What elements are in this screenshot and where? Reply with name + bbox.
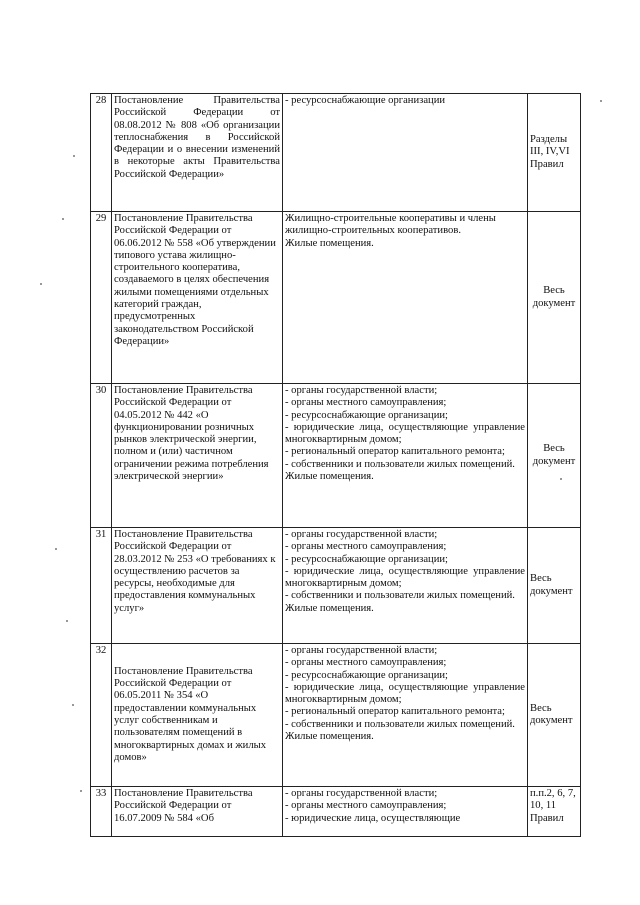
subject-line: - органы государственной власти; <box>285 788 438 799</box>
subjects-cell <box>283 212 528 384</box>
subject-line: - органы государственной власти; <box>285 385 438 396</box>
subjects-cell <box>283 528 528 644</box>
subject-line: Жилые помещения. <box>285 237 374 249</box>
scope-cell: Разделы III, IV,VI Правил <box>528 94 581 212</box>
subject-line: Жилищно-строительные кооперативы и члены жилищно-строительных кооперативов. <box>285 213 496 237</box>
subject-line: - региональный оператор капитального ремонта; <box>285 446 505 458</box>
subjects-cell <box>283 94 528 212</box>
subject-line: Жилые помещения. <box>285 731 374 743</box>
scope-cell: Весь документ <box>528 384 581 528</box>
scan-speck <box>72 704 74 706</box>
subject-line: - юридические лица, осуществляющие управление многоквартирным домом; <box>285 565 525 590</box>
subject-line: Жилые помещения. <box>285 602 374 614</box>
subject-line: - региональный оператор капитального ремонта; <box>285 706 505 718</box>
row-number: 30 <box>91 384 112 528</box>
act-title: Постановление Правительства Российской Федерации от 06.05.2011 № 354 «О предоставлении коммунальных услуг собственникам и пользователям помещений в многоквартирных домах и жилых домов» <box>112 644 283 787</box>
subject-line: - органы местного самоуправления; <box>285 541 447 553</box>
row-number: 29 <box>91 212 112 384</box>
act-title: Постановление Правительства Российской Федерации от 16.07.2009 № 584 «Об <box>112 787 283 837</box>
subject-line: - органы государственной власти; <box>285 645 438 656</box>
row-number: 31 <box>91 528 112 644</box>
subject-line: - органы местного самоуправления; <box>285 800 447 812</box>
subject-line: Жилые помещения. <box>285 471 374 483</box>
table-row <box>91 787 581 837</box>
act-title: Постановление Правительства Российской Федерации от 28.03.2012 № 253 «О требованиях к осуществлению расчетов за ресурсы, необходимые для предоставления коммунальных услуг» <box>112 528 283 644</box>
subject-line: - органы местного самоуправления; <box>285 657 447 669</box>
scope-cell: Весь документ <box>528 212 581 384</box>
table-row <box>91 528 581 644</box>
subject-line: - юридические лица, осуществляющие управление многоквартирным домом; <box>285 681 525 706</box>
act-title: Постановление Правительства Российской Федерации от 06.06.2012 № 558 «Об утверждении типового устава жилищно-строительного кооператива, создаваемого в целях обеспечения жилыми помещениями отдельных категорий граждан, предусмотренных законодательством Российской Федерации» <box>112 212 283 384</box>
scan-speck <box>62 218 64 220</box>
scan-speck <box>73 155 75 157</box>
subjects-cell <box>283 644 528 787</box>
scope-cell: Весь документ <box>528 644 581 787</box>
subject-line: - юридические лица, осуществляющие <box>285 812 461 824</box>
scan-speck <box>55 548 57 550</box>
subjects-cell <box>283 384 528 528</box>
scan-speck <box>66 620 68 622</box>
subject-line: - юридические лица, осуществляющие управление многоквартирным домом; <box>285 421 525 446</box>
table-row <box>91 94 581 212</box>
scan-speck <box>600 100 602 102</box>
subject-line: - собственники и пользователи жилых помещений. <box>285 718 515 730</box>
subject-line: - ресурсоснабжающие организации; <box>285 553 448 565</box>
subject-line: - органы государственной власти; <box>285 529 438 540</box>
subjects-cell <box>283 787 528 837</box>
scope-cell: п.п.2, 6, 7, 10, 11 Правил <box>528 787 581 837</box>
acts-table <box>90 93 581 837</box>
subject-line: - ресурсоснабжающие организации; <box>285 669 448 681</box>
table-row <box>91 644 581 787</box>
act-title: Постановление Правительства Российской Федерации от 04.05.2012 № 442 «О функционировании розничных рынков электрической энергии, полном и (или) частичном ограничении режима потребления электрической энергии» <box>112 384 283 528</box>
scan-speck <box>560 478 562 480</box>
scope-cell: Весь документ <box>528 528 581 644</box>
subject-line: - ресурсоснабжающие организации <box>285 95 446 106</box>
row-number: 32 <box>91 644 112 787</box>
subject-line: - органы местного самоуправления; <box>285 397 447 409</box>
subject-line: - ресурсоснабжающие организации; <box>285 409 448 421</box>
scan-speck <box>80 790 82 792</box>
subject-line: - собственники и пользователи жилых помещений. <box>285 458 515 470</box>
row-number: 28 <box>91 94 112 212</box>
row-number: 33 <box>91 787 112 837</box>
table-row <box>91 212 581 384</box>
scan-speck <box>40 283 42 285</box>
subject-line: - собственники и пользователи жилых помещений. <box>285 590 515 602</box>
table-row <box>91 384 581 528</box>
act-title: Постановление Правительства Российской Федерации от 08.08.2012 № 808 «Об организации теплоснабжения в Российской Федерации и о внесении изменений в некоторые акты Правительства Российской Федерации» <box>112 94 283 212</box>
